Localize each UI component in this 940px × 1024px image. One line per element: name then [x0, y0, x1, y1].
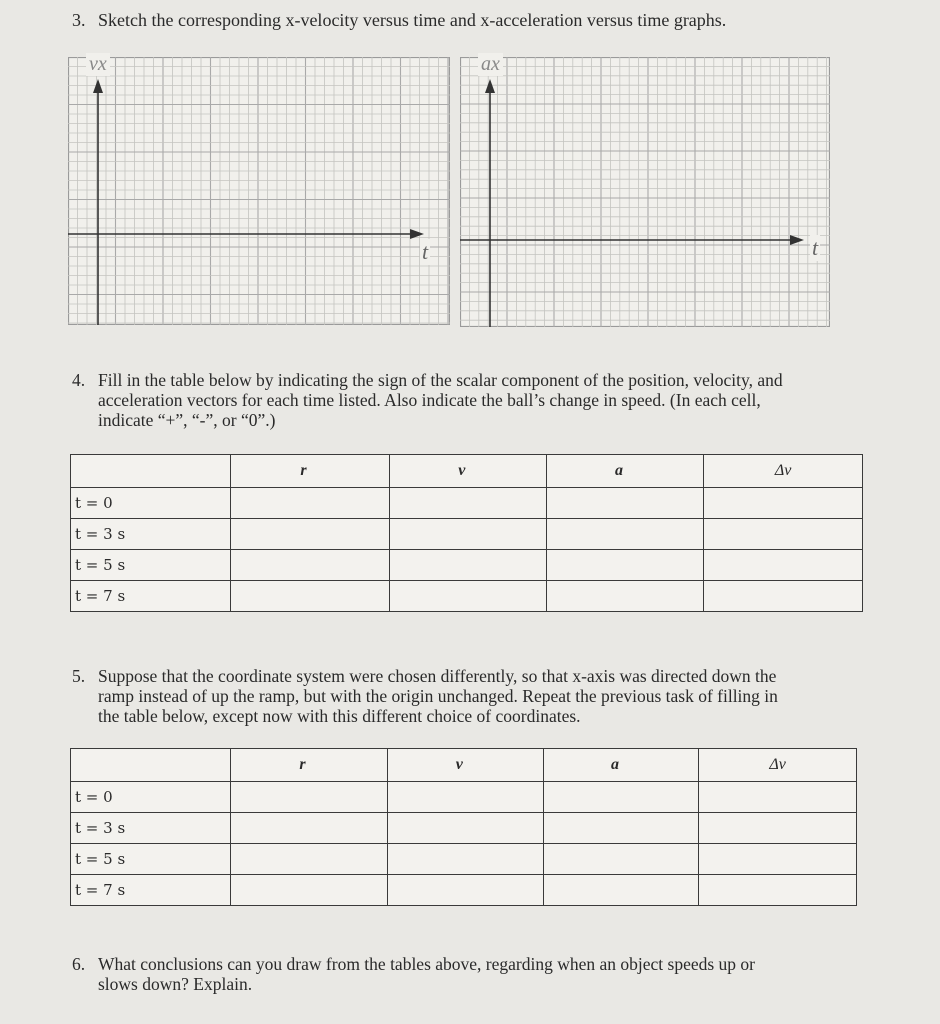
question-5-line-2: ramp instead of up the ramp, but with the origin unchanged. Repeat the previous task of filling in [98, 686, 778, 706]
velocity-grid [68, 57, 450, 325]
table-1-row-label: t = 7 s [71, 581, 231, 612]
table-2-cell[interactable] [387, 782, 544, 813]
velocity-grid-border [69, 58, 450, 325]
table-1-cell[interactable] [389, 581, 547, 612]
table-1-cell[interactable] [547, 581, 704, 612]
table-2-cell[interactable] [699, 875, 857, 906]
table-row [71, 581, 863, 612]
table-2-header-speed-change: Δv [699, 749, 857, 782]
question-3-number: 3. [72, 10, 86, 30]
table-row [71, 519, 863, 550]
table-2-cell[interactable] [544, 782, 699, 813]
question-5-line-1: Suppose that the coordinate system were chosen differently, so that x-axis was directed down the [98, 666, 777, 686]
velocity-vertical-axis-arrow [93, 79, 103, 93]
table-1-cell[interactable] [547, 519, 704, 550]
table-2-header-velocity: v⃗ [387, 749, 544, 782]
table-1-row-label: t = 5 s [71, 550, 231, 581]
question-5-number: 5. [72, 666, 86, 686]
table-row [71, 782, 857, 813]
question-6-line-1: What conclusions can you draw from the tables above, regarding when an object speeds up or [98, 954, 756, 974]
question-4-number: 4. [72, 370, 86, 390]
table-2-row-label: t = 7 s [71, 875, 231, 906]
table-2-cell[interactable] [230, 813, 387, 844]
table-2-cell[interactable] [699, 782, 857, 813]
sign-table-2 [70, 748, 857, 906]
table-2-cell[interactable] [387, 875, 544, 906]
acceleration-axis-label: ax [478, 53, 503, 76]
table-1-cell[interactable] [230, 488, 389, 519]
table-2-cell[interactable] [699, 813, 857, 844]
table-1-cell[interactable] [704, 519, 863, 550]
question-6-line-2: slows down? Explain. [98, 974, 253, 994]
table-1-cell[interactable] [547, 488, 704, 519]
question-4-line-3: indicate “+”, “-”, or “0”.) [98, 410, 276, 430]
question-3-text [98, 10, 726, 30]
table-1-cell[interactable] [389, 550, 547, 581]
table-row [71, 813, 857, 844]
table-1-row-label: t = 3 s [71, 519, 231, 550]
table-row [71, 875, 857, 906]
acceleration-grid-border [461, 58, 830, 327]
table-1-header-acceleration: a⃗ [547, 455, 704, 488]
question-5-line-3: the table below, except now with this different choice of coordinates. [98, 706, 581, 726]
table-1-cell[interactable] [704, 581, 863, 612]
velocity-time-axis-label: t [422, 239, 429, 264]
table-2-cell[interactable] [544, 844, 699, 875]
question-4-line-1: Fill in the table below by indicating the sign of the scalar component of the position, velocity, and [98, 370, 783, 390]
table-1-header-position: r⃗ [230, 455, 389, 488]
table-1-cell[interactable] [389, 488, 547, 519]
velocity-axis-label: vx [86, 53, 110, 76]
table-2-header-row [71, 749, 857, 782]
table-2-header-blank [71, 749, 231, 782]
table-1-cell[interactable] [704, 550, 863, 581]
table-1-cell[interactable] [389, 519, 547, 550]
table-1-row-label: t = 0 [71, 488, 231, 519]
table-2-cell[interactable] [387, 844, 544, 875]
acceleration-time-graph[interactable] [460, 53, 830, 327]
table-2-cell[interactable] [230, 844, 387, 875]
table-2-cell[interactable] [544, 875, 699, 906]
table-1-header-row [71, 455, 863, 488]
question-4-text [98, 370, 783, 430]
velocity-time-graph[interactable] [68, 53, 450, 325]
question-3-line-1: Sketch the corresponding x-velocity versus time and x-acceleration versus time graphs. [98, 10, 727, 30]
table-2-header-position: r⃗ [230, 749, 387, 782]
table-1-header-speed-change: Δv [704, 455, 863, 488]
table-2-cell[interactable] [230, 782, 387, 813]
question-6-text [98, 954, 755, 994]
table-1-cell[interactable] [547, 550, 704, 581]
table-2-cell[interactable] [387, 813, 544, 844]
table-2-header-acceleration: a⃗ [544, 749, 699, 782]
table-2-cell[interactable] [699, 844, 857, 875]
table-1-header-blank [71, 455, 231, 488]
acceleration-time-axis-label: t [812, 235, 819, 260]
table-1-header-velocity: v⃗ [389, 455, 547, 488]
table-row [71, 550, 863, 581]
question-6-number: 6. [72, 954, 86, 974]
acceleration-vertical-axis-arrow [485, 79, 495, 93]
table-1-cell[interactable] [704, 488, 863, 519]
table-1-cell[interactable] [230, 550, 389, 581]
question-4-line-2: acceleration vectors for each time listed. Also indicate the ball’s change in speed. (In each cell, [98, 390, 761, 410]
sign-table-1 [70, 454, 863, 612]
table-1-cell[interactable] [230, 581, 389, 612]
table-1-cell[interactable] [230, 519, 389, 550]
question-5-text [98, 666, 778, 726]
table-2-cell[interactable] [230, 875, 387, 906]
acceleration-time-axis-arrow [790, 235, 804, 245]
table-2-row-label: t = 3 s [71, 813, 231, 844]
acceleration-grid [460, 57, 830, 327]
table-2-row-label: t = 0 [71, 782, 231, 813]
table-row [71, 488, 863, 519]
table-row [71, 844, 857, 875]
table-2-row-label: t = 5 s [71, 844, 231, 875]
table-2-cell[interactable] [544, 813, 699, 844]
